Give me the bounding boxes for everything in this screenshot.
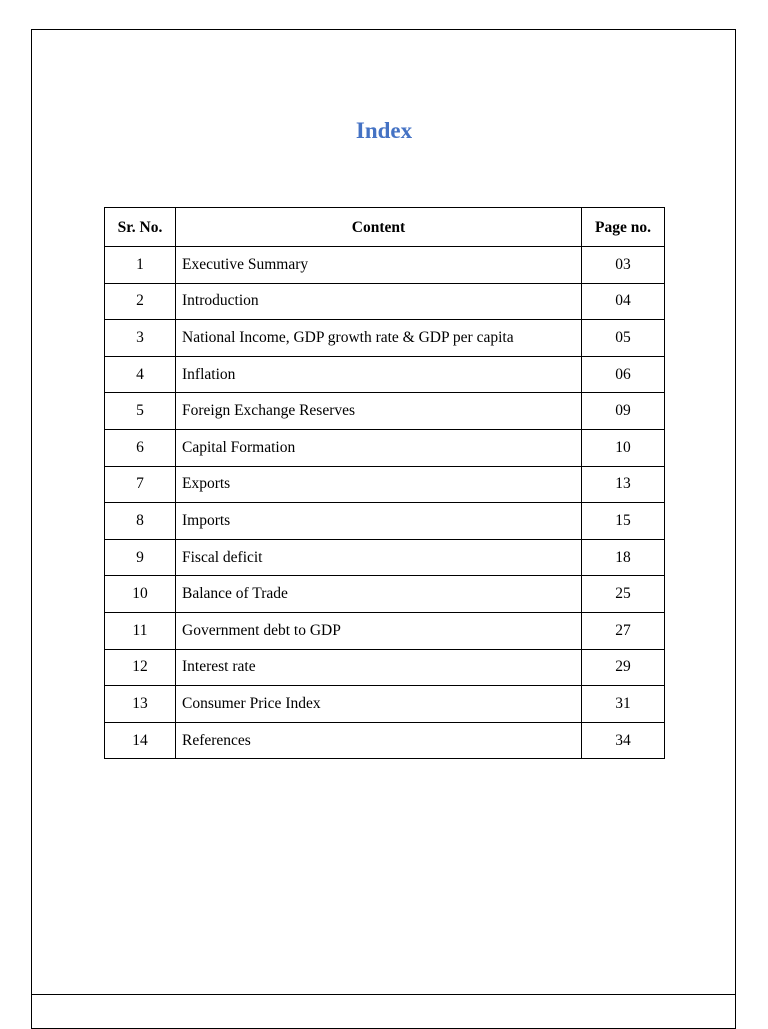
row-content: Inflation: [176, 356, 582, 393]
row-content: Interest rate: [176, 649, 582, 686]
row-sr-no: 10: [105, 576, 176, 613]
table-row: [105, 393, 665, 430]
row-content: References: [176, 722, 582, 759]
row-sr-no: 5: [105, 393, 176, 430]
row-page-no: 18: [582, 539, 665, 576]
table-row: [105, 356, 665, 393]
header-content: Content: [176, 208, 582, 247]
table-row: [105, 320, 665, 357]
page-title: Index: [355, 118, 413, 143]
row-sr-no: 2: [105, 283, 176, 320]
row-sr-no: 1: [105, 247, 176, 284]
row-content: Introduction: [176, 283, 582, 320]
row-content: Foreign Exchange Reserves: [176, 393, 582, 430]
row-sr-no: 7: [105, 466, 176, 503]
row-page-no: 03: [582, 247, 665, 284]
table-row: [105, 649, 665, 686]
row-content: Executive Summary: [176, 247, 582, 284]
row-sr-no: 8: [105, 503, 176, 540]
row-page-no: 25: [582, 576, 665, 613]
row-content: National Income, GDP growth rate & GDP per capita: [176, 320, 582, 357]
table-row: [105, 576, 665, 613]
row-page-no: 10: [582, 429, 665, 466]
footer-divider: [31, 994, 736, 995]
row-page-no: 09: [582, 393, 665, 430]
row-page-no: 15: [582, 503, 665, 540]
header-page-no: Page no.: [582, 208, 665, 247]
row-page-no: 04: [582, 283, 665, 320]
table-row: [105, 612, 665, 649]
row-page-no: 05: [582, 320, 665, 357]
table-row: [105, 283, 665, 320]
row-page-no: 06: [582, 356, 665, 393]
row-content: Imports: [176, 503, 582, 540]
table-header-row: [105, 208, 665, 247]
row-sr-no: 4: [105, 356, 176, 393]
row-content: Fiscal deficit: [176, 539, 582, 576]
row-sr-no: 3: [105, 320, 176, 357]
row-content: Exports: [176, 466, 582, 503]
row-page-no: 27: [582, 612, 665, 649]
row-sr-no: 12: [105, 649, 176, 686]
row-page-no: 29: [582, 649, 665, 686]
row-content: Capital Formation: [176, 429, 582, 466]
row-content: Balance of Trade: [176, 576, 582, 613]
row-sr-no: 9: [105, 539, 176, 576]
row-sr-no: 14: [105, 722, 176, 759]
table-row: [105, 686, 665, 723]
table-row: [105, 722, 665, 759]
row-sr-no: 13: [105, 686, 176, 723]
row-sr-no: 11: [105, 612, 176, 649]
header-sr-no: Sr. No.: [105, 208, 176, 247]
row-page-no: 34: [582, 722, 665, 759]
table-row: [105, 466, 665, 503]
table-row: [105, 247, 665, 284]
row-sr-no: 6: [105, 429, 176, 466]
table-row: [105, 539, 665, 576]
table-row: [105, 503, 665, 540]
table-row: [105, 429, 665, 466]
row-page-no: 31: [582, 686, 665, 723]
row-page-no: 13: [582, 466, 665, 503]
index-table: [104, 207, 665, 759]
row-content: Consumer Price Index: [176, 686, 582, 723]
row-content: Government debt to GDP: [176, 612, 582, 649]
